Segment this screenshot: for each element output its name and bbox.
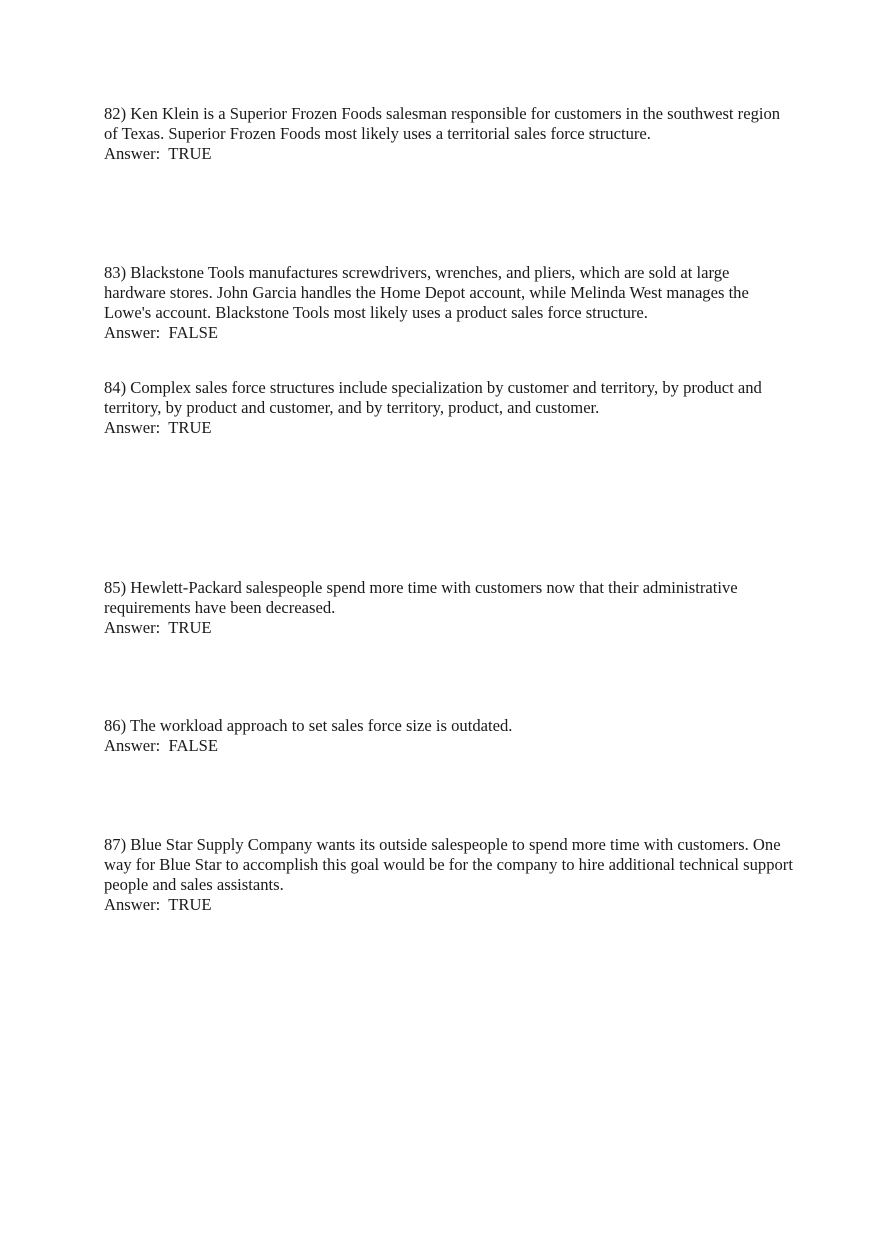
- answer-line: [104, 144, 794, 164]
- answer-value: FALSE: [168, 323, 219, 342]
- question-text: 86) The workload approach to set sales force size is outdated.: [104, 716, 513, 735]
- question-text: 85) Hewlett-Packard salespeople spend more time with customers now that their administrative requirements have been decreased.: [104, 578, 738, 617]
- answer-line: [104, 895, 794, 915]
- answer-value: TRUE: [168, 144, 212, 163]
- answer-line: [104, 418, 794, 438]
- question-84: [104, 378, 794, 438]
- answer-value: TRUE: [168, 618, 212, 637]
- answer-line: [104, 736, 794, 756]
- question-86: [104, 716, 794, 756]
- answer-label: Answer:: [104, 418, 161, 437]
- answer-label: Answer:: [104, 144, 161, 163]
- answer-value: FALSE: [168, 736, 219, 755]
- question-87: [104, 835, 794, 915]
- question-82: [104, 104, 794, 164]
- question-85: [104, 578, 794, 638]
- answer-value: TRUE: [168, 418, 212, 437]
- question-text: 84) Complex sales force structures include specialization by customer and territory, by product and territory, by product and customer, and by territory, product, and customer.: [104, 378, 762, 417]
- question-83: [104, 263, 794, 343]
- answer-label: Answer:: [104, 895, 161, 914]
- question-text: 87) Blue Star Supply Company wants its outside salespeople to spend more time with customers. One way for Blue Star to accomplish this goal would be for the company to hire additional technical support people and sales assistants.: [104, 835, 793, 894]
- answer-line: [104, 323, 794, 343]
- answer-value: TRUE: [168, 895, 212, 914]
- answer-line: [104, 618, 794, 638]
- answer-label: Answer:: [104, 323, 161, 342]
- answer-label: Answer:: [104, 618, 161, 637]
- question-text: 82) Ken Klein is a Superior Frozen Foods salesman responsible for customers in the southwest region of Texas. Superior Frozen Foods most likely uses a territorial sales force structure.: [104, 104, 781, 143]
- answer-label: Answer:: [104, 736, 161, 755]
- question-text: 83) Blackstone Tools manufactures screwdrivers, wrenches, and pliers, which are sold at large hardware stores. John Garcia handles the Home Depot account, while Melinda West manages the Lowe's account. Blackstone Tools most likely uses a product sales force structure.: [104, 263, 749, 322]
